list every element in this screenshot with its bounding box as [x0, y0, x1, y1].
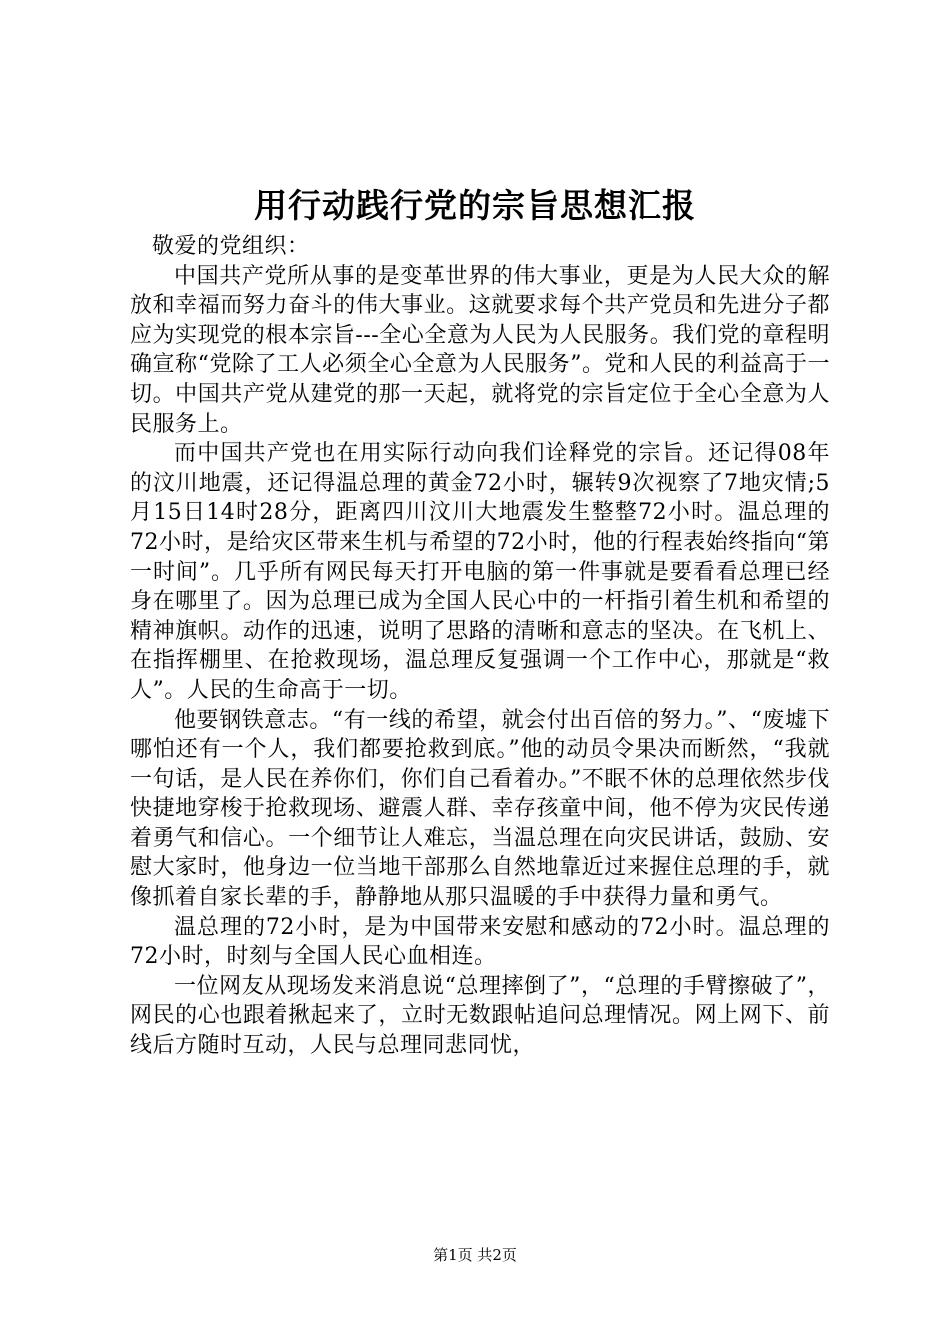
document-body — [130, 232, 830, 1061]
paragraph: 温总理的72小时，是为中国带来安慰和感动的72小时。温总理的72小时，时刻与全国人民心血相连。 — [130, 914, 830, 970]
paragraph: 他要钢铁意志。“有一线的希望，就会付出百倍的努力。”、“废墟下哪怕还有一个人，我们都要抢救到底。”他的动员令果决而断然，“我就一句话，是人民在养你们，你们自己看着办。”不眠不休的总理依然步伐快捷地穿梭于抢救现场、避震人群、幸存孩童中间，他不停为灾民传递着勇气和信心。一个细节让人难忘，当温总理在向灾民讲话，鼓励、安慰大家时，他身边一位当地干部那么自然地靠近过来握住总理的手，就像抓着自家长辈的手，静静地从那只温暖的手中获得力量和勇气。 — [130, 707, 830, 911]
paragraph: 一位网友从现场发来消息说“总理摔倒了”，“总理的手臂擦破了”，网民的心也跟着揪起来了，立时无数跟帖追问总理情况。网上网下、前线后方随时互动，人民与总理同悲同忧， — [130, 973, 830, 1059]
paragraph: 中国共产党所从事的是变革世界的伟大事业，更是为人民大众的解放和幸福而努力奋斗的伟大事业。这就要求每个共产党员和先进分子都应为实现党的根本宗旨---全心全意为人民为人民服务。我们党的章程明确宣称“党除了工人必须全心全意为人民服务”。党和人民的利益高于一切。中国共产党从建党的那一天起，就将党的宗旨定位于全心全意为人民服务上。 — [130, 263, 830, 437]
page-footer: 第1页 共2页 — [433, 1246, 517, 1264]
paragraph: 而中国共产党也在用实际行动向我们诠释党的宗旨。还记得08年的汶川地震，还记得温总理的黄金72小时，辗转9次视察了7地灾情;5月15日14时28分，距离四川汶川大地震发生整整72小时。温总理的72小时，是给灾区带来生机与希望的72小时，他的行程表始终指向“第一时间”。几乎所有网民每天打开电脑的第一件事就是要看看总理已经身在哪里了。因为总理已成为全国人民心中的一杆指引着生机和希望的精神旗帜。动作的迅速，说明了思路的清晰和意志的坚决。在飞机上、在指挥棚里、在抢救现场，温总理反复强调一个工作中心，那就是“救人”。人民的生命高于一切。 — [130, 441, 830, 703]
document-title: 用行动践行党的宗旨思想汇报 — [254, 186, 696, 225]
salutation: 敬爱的党组织： — [152, 234, 310, 259]
